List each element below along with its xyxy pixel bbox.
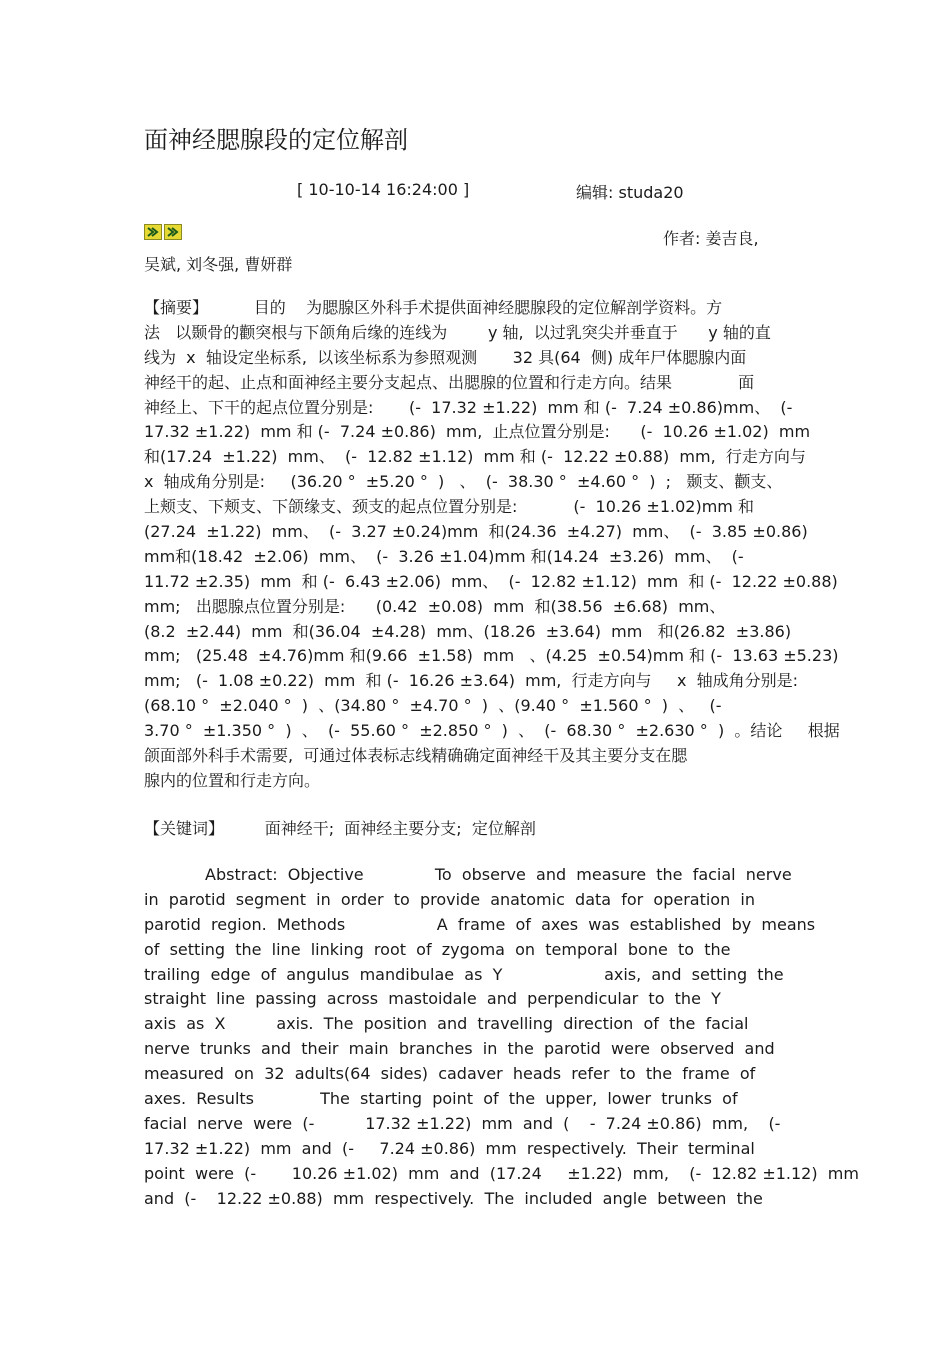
abstract-cn-line: mm; (- 1.08 ±0.22) mm 和 (- 16.26 ±3.64) mm, 行走方向与 x 轴成角分别是: bbox=[144, 671, 799, 691]
publish-date: [ 10-10-14 16:24:00 ] bbox=[297, 180, 470, 199]
abstract-en-line: straight line passing across mastoidale and perpendicular to the Y bbox=[144, 989, 721, 1009]
article-meta bbox=[144, 180, 804, 202]
abstract-english bbox=[144, 863, 859, 1211]
editor-label: 编辑: studa20 bbox=[576, 183, 684, 202]
abstract-cn-line: 【摘要】 目的 为腮腺区外科手术提供面神经腮腺段的定位解剖学资料。方 bbox=[144, 298, 723, 317]
abstract-cn-line: 神经上、下干的起点位置分别是: (- 17.32 ±1.22) mm 和 (- 7.24 ±0.86)mm、 (- bbox=[144, 397, 793, 417]
abstract-cn-line: 颌面部外科手术需要, 可通过体表标志线精确确定面神经干及其主要分支在腮 bbox=[144, 746, 688, 766]
abstract-en-line: facial nerve were (- 17.32 ±1.22) mm and ( - 7.24 ±0.86) mm, (- bbox=[144, 1113, 781, 1133]
arrow-icon[interactable] bbox=[144, 224, 162, 240]
abstract-cn-line: mm; (25.48 ±4.76)mm 和(9.66 ±1.58) mm 、(4.25 ±0.54)mm 和 (- 13.63 ±5.23) bbox=[144, 646, 839, 666]
abstract-en-line: in parotid segment in order to provide anatomic data for operation in bbox=[144, 889, 755, 909]
abstract-cn-line: 上颊支、下颊支、下颌缘支、颈支的起点位置分别是: (- 10.26 ±1.02)mm 和 bbox=[144, 497, 754, 517]
abstract-cn-line: x 轴成角分别是: (36.20 ° ±5.20 ° ) 、 (- 38.30 ° ±4.60 ° ) ; 颞支、颧支、 bbox=[144, 472, 783, 492]
abstract-en-line: axes. Results The starting point of the upper, lower trunks of bbox=[144, 1089, 738, 1109]
abstract-en-line: of setting the line linking root of zygoma on temporal bone to the bbox=[144, 939, 731, 959]
abstract-cn-line: (27.24 ±1.22) mm、 (- 3.27 ±0.24)mm 和(24.36 ±4.27) mm、 (- 3.85 ±0.86) bbox=[144, 522, 808, 542]
abstract-cn-line: (68.10 ° ±2.040 ° ) 、(34.80 ° ±4.70 ° ) 、(9.40 ° ±1.560 ° ) 、 (- bbox=[144, 696, 722, 716]
abstract-en-line: parotid region. Methods A frame of axes was established by means bbox=[144, 914, 816, 934]
abstract-cn-line: 腺内的位置和行走方向。 bbox=[144, 770, 321, 790]
abstract-en-line: measured on 32 adults(64 sides) cadaver heads refer to the frame of bbox=[144, 1064, 756, 1084]
abstract-en-line: nerve trunks and their main branches in the parotid were observed and bbox=[144, 1039, 775, 1059]
abstract-cn-line: 3.70 ° ±1.350 ° ) 、 (- 55.60 ° ±2.850 ° ) 、 (- 68.30 ° ±2.630 ° ) 。结论 根据 bbox=[144, 721, 840, 741]
authors-line-2: 吴斌, 刘冬强, 曹妍群 bbox=[144, 255, 293, 274]
arrow-icon[interactable] bbox=[164, 224, 182, 240]
author-row bbox=[144, 224, 804, 246]
abstract-en-line: and (- 12.22 ±0.88) mm respectively. The included angle between the bbox=[144, 1188, 763, 1208]
abstract-en-line: Abstract: Objective To observe and measure the facial nerve bbox=[144, 865, 792, 884]
abstract-cn-line: 线为 x 轴设定坐标系, 以该坐标系为参照观测 32 具(64 侧) 成年尸体腮腺内面 bbox=[144, 347, 747, 367]
abstract-en-line: trailing edge of angulus mandibulae as Y axis, and setting the bbox=[144, 964, 784, 984]
abstract-en-line: point were (- 10.26 ±1.02) mm and (17.24 ±1.22) mm, (- 12.82 ±1.12) mm bbox=[144, 1163, 859, 1183]
abstract-chinese bbox=[144, 296, 840, 794]
abstract-cn-line: 法 以颞骨的颧突根与下颌角后缘的连线为 y 轴, 以过乳突尖并垂直于 y 轴的直 bbox=[144, 322, 771, 342]
abstract-cn-line: mm; 出腮腺点位置分别是: (0.42 ±0.08) mm 和(38.56 ±6.68) mm、 bbox=[144, 596, 726, 616]
abstract-cn-line: 神经干的起、止点和面神经主要分支起点、出腮腺的位置和行走方向。结果 面 bbox=[144, 372, 755, 392]
keywords bbox=[144, 817, 536, 842]
abstract-cn-line: 11.72 ±2.35) mm 和 (- 6.43 ±2.06) mm、 (- 12.82 ±1.12) mm 和 (- 12.22 ±0.88) bbox=[144, 571, 838, 591]
keywords-line: 【关键词】 面神经干; 面神经主要分支; 定位解剖 bbox=[144, 819, 536, 838]
abstract-cn-line: mm和(18.42 ±2.06) mm、 (- 3.26 ±1.04)mm 和(14.24 ±3.26) mm、 (- bbox=[144, 546, 744, 566]
article-title: 面神经腮腺段的定位解剖 bbox=[144, 126, 408, 154]
authors-line-1: 作者: 姜吉良, bbox=[663, 229, 759, 248]
abstract-en-line: axis as X axis. The position and travelling direction of the facial bbox=[144, 1014, 749, 1034]
abstract-cn-line: 17.32 ±1.22) mm 和 (- 7.24 ±0.86) mm, 止点位置分别是: (- 10.26 ±1.02) mm bbox=[144, 422, 811, 442]
abstract-en-line: 17.32 ±1.22) mm and (- 7.24 ±0.86) mm respectively. Their terminal bbox=[144, 1138, 755, 1158]
abstract-cn-line: 和(17.24 ±1.22) mm、 (- 12.82 ±1.12) mm 和 (- 12.22 ±0.88) mm, 行走方向与 bbox=[144, 447, 806, 467]
abstract-cn-line: (8.2 ±2.44) mm 和(36.04 ±4.28) mm、(18.26 ±3.64) mm 和(26.82 ±3.86) bbox=[144, 621, 792, 641]
